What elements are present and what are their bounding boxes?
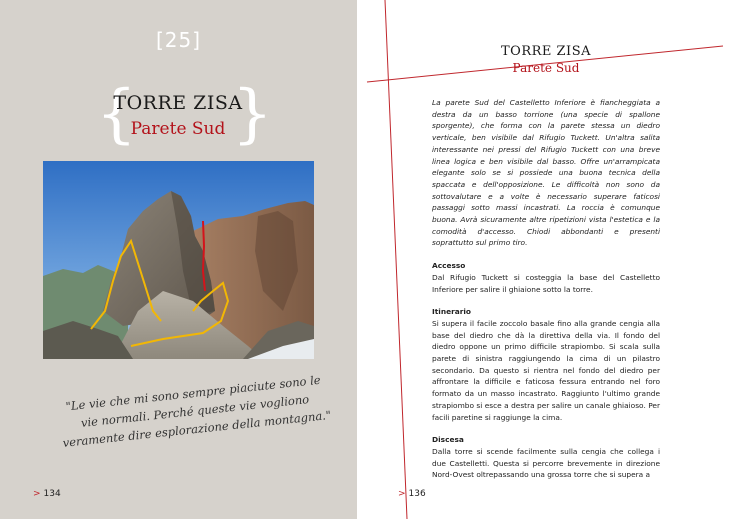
section-title-itinerario: Itinerario	[432, 307, 471, 317]
title-block	[110, 92, 246, 139]
intro-paragraph: La parete Sud del Castelletto Inferiore è fiancheggiata a destra da un basso torrione (una specie di spallone sporgente), che forma con la parete stessa un diedro verticale, ben visibile dal Rifugio Tuckett. Un'altra salita interessante nei pressi del Rifugio Tuckett con una breve linea logica e ben visibile dal basso. Offre un'arrampicata elegante solo se si possiede una buona tecnica della spaccata e dell'opposizione. Le difficoltà non sono da sottovalutare e a volte è necessario superare faticosi passaggi sotto massi incastrati. La roccia è comunque buona. Avrà sicuramente altre ripetizioni vista l'estetica e la comodità d'accesso. Chiodi abbondanti e presenti soprattutto sul primo tiro.	[432, 98, 660, 248]
right-title: TORRE ZISA	[501, 44, 591, 59]
page-title: TORRE ZISA	[113, 92, 243, 114]
right-page-number-value: 136	[408, 489, 426, 499]
section-text-accesso: Dal Rifugio Tuckett si costeggia la base del Castelletto Inferiore per salire il ghiaione sotto la torre.	[432, 272, 660, 294]
page-subtitle: Parete Sud	[130, 119, 226, 139]
right-subtitle: Parete Sud	[512, 61, 580, 75]
left-brace-ornament: {	[96, 77, 137, 151]
section-title-accesso: Accesso	[432, 261, 466, 271]
handwritten-quote: "Le vie che mi sono sempre piaciute sono le vie normali. Perché queste vie vogliono veramente dire esplorazione della montagna."	[62, 372, 332, 450]
route-description	[432, 97, 660, 492]
chapter-number: [25]	[155, 28, 202, 52]
page-arrow-icon: >	[33, 489, 41, 499]
section-text-discesa: Dalla torre si scende facilmente sulla cengia che collega i due Castelletti. Questa si percorre brevemente in direzione Nord-Ovest oltrepassando una grossa torre che si supera a	[432, 446, 660, 480]
left-page-number	[33, 489, 61, 499]
left-page-number-value: 134	[43, 489, 61, 499]
page-arrow-icon: >	[398, 489, 406, 499]
right-header	[480, 44, 612, 75]
right-page-number	[398, 489, 426, 499]
right-brace-ornament: }	[232, 77, 273, 151]
mountain-photo	[43, 161, 314, 359]
section-title-discesa: Discesa	[432, 435, 464, 445]
section-text-itinerario: Si supera il facile zoccolo basale fino alla grande cengia alla base del diedro che dà la direttiva della via. Il fondo del diedro oppone un primo difficile strapiombo. Si scala sulla parete di sinistra raggiungendo la cima di un pilastro secondario. Da questo si rientra nel fondo del diedro per affrontare la difficile e faticosa fessura entrando nel foro formato da un masso incastrato. Raggiunto l'ultimo grande strapiombo si esce a destra per salire un canale ghiaioso. Per facili paretine si raggiunge la cima.	[432, 318, 660, 422]
left-page	[0, 0, 357, 519]
